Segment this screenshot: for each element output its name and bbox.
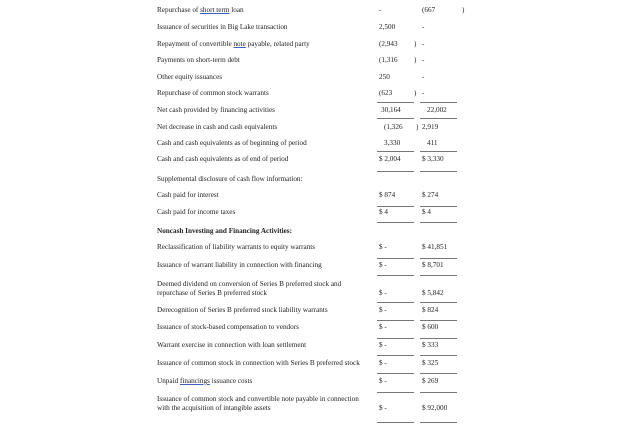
paren: ) <box>416 123 419 131</box>
value-col2: $ 92,000 <box>422 404 448 412</box>
value-col1: - <box>379 6 382 14</box>
table-row <box>157 89 477 101</box>
value-col1: (1,316 <box>379 56 398 64</box>
row-label: Issuance of warrant liability in connection with financing <box>157 261 322 269</box>
rule <box>377 338 414 339</box>
table-row <box>157 227 477 239</box>
table-row <box>157 123 477 135</box>
row-label: Cash paid for income taxes <box>157 208 236 216</box>
spellcheck-link[interactable]: note <box>233 40 246 48</box>
rule <box>377 258 414 259</box>
rule <box>377 392 414 393</box>
row-label: Repayment of convertible note payable, related party <box>157 40 310 48</box>
section-heading: Noncash Investing and Financing Activities: <box>157 227 292 235</box>
value-col1: 30,164 <box>381 106 401 114</box>
value-col2: $ 4 <box>422 208 431 216</box>
table-row <box>157 395 477 415</box>
row-label: Derecognition of Series B preferred stock liability warrants <box>157 306 328 314</box>
spellcheck-link[interactable]: financings <box>179 377 210 385</box>
table-row <box>157 23 477 35</box>
value-col2: $ 8,701 <box>422 261 444 269</box>
rule <box>420 355 457 356</box>
value-col1: (2,943 <box>379 40 398 48</box>
value-col1: $ - <box>379 359 387 367</box>
paren: ) <box>414 89 417 97</box>
table-row <box>157 306 477 318</box>
rule <box>420 258 457 259</box>
rule <box>420 222 457 223</box>
table-row <box>157 40 477 52</box>
value-col2: $ 600 <box>422 323 439 331</box>
row-label: Issuance of common stock and convertible note payable in connection <box>157 395 359 403</box>
rule <box>377 151 414 152</box>
table-row <box>157 175 477 187</box>
rule <box>420 118 457 119</box>
row-label: Repurchase of short term loan <box>157 6 244 14</box>
rule <box>377 373 414 374</box>
row-label: Cash paid for interest <box>157 191 219 199</box>
value-col1: 3,330 <box>384 139 401 147</box>
spellcheck-link[interactable]: short term <box>200 6 230 14</box>
section-label: Supplemental disclosure of cash flow information: <box>157 175 303 183</box>
paren: ) <box>462 6 465 14</box>
rule <box>420 302 457 303</box>
value-col2: $ 5,842 <box>422 289 444 297</box>
rule <box>420 422 457 423</box>
row-label: Payments on short-term debt <box>157 56 240 64</box>
value-col1: 2,500 <box>379 23 396 31</box>
value-col1: $ 874 <box>379 191 396 199</box>
value-col2: - <box>422 89 425 97</box>
row-label: Issuance of stock-based compensation to vendors <box>157 323 299 331</box>
value-col2: $ 274 <box>422 191 439 199</box>
rule <box>377 118 414 119</box>
table-row <box>157 377 477 389</box>
rule <box>420 151 457 152</box>
row-label: Cash and cash equivalents as of beginning of period <box>157 139 307 147</box>
rule <box>377 275 414 276</box>
row-label: Other equity issuances <box>157 73 223 81</box>
value-col2: $ 824 <box>422 306 439 314</box>
rule <box>420 206 457 207</box>
value-col2: $ 325 <box>422 359 439 367</box>
value-col1: (1,326 <box>384 123 403 131</box>
rule <box>420 171 457 172</box>
value-col2: - <box>422 23 425 31</box>
value-col2: 2,919 <box>422 123 439 131</box>
rule <box>420 275 457 276</box>
table-row <box>157 155 477 167</box>
rule <box>377 102 414 103</box>
table-row <box>157 208 477 220</box>
row-label: Net decrease in cash and cash equivalents <box>157 123 278 131</box>
value-col1: $ - <box>379 377 387 385</box>
table-row <box>157 243 477 255</box>
value-col1: $ - <box>379 323 387 331</box>
value-col1: $ - <box>379 261 387 269</box>
value-col1: $ 2,004 <box>379 155 401 163</box>
rule <box>420 320 457 321</box>
table-row <box>157 139 477 151</box>
value-col2: - <box>422 73 425 81</box>
row-label-line2: with the acquisition of intangible assets <box>157 404 271 412</box>
table-row <box>157 56 477 68</box>
row-label: Deemed dividend on conversion of Series B preferred stock and <box>157 280 342 288</box>
rule <box>377 302 414 303</box>
value-col2: $ 3,330 <box>422 155 444 163</box>
row-label: Reclassification of liability warrants to equity warrants <box>157 243 316 251</box>
table-row <box>157 106 477 118</box>
row-label: Issuance of securities in Big Lake transaction <box>157 23 288 31</box>
value-col2: $ 269 <box>422 377 439 385</box>
value-col2: 22,002 <box>427 106 447 114</box>
row-label: Cash and cash equivalents as of end of period <box>157 155 289 163</box>
row-label: Issuance of common stock in connection with Series B preferred stock <box>157 359 360 367</box>
rule <box>377 222 414 223</box>
rule <box>377 320 414 321</box>
value-col1: $ 4 <box>379 208 388 216</box>
rule <box>420 102 457 103</box>
row-label: Net cash provided by financing activities <box>157 106 275 114</box>
row-label-line2: repurchase of Series B preferred stock <box>157 289 267 297</box>
rule <box>420 338 457 339</box>
rule <box>377 355 414 356</box>
paren: ) <box>414 40 417 48</box>
table-row <box>157 323 477 335</box>
table-row <box>157 341 477 353</box>
row-label: Warrant exercise in connection with loan settlement <box>157 341 307 349</box>
table-row <box>157 73 477 85</box>
value-col1: (623 <box>379 89 393 97</box>
rule <box>420 373 457 374</box>
value-col2: (667 <box>422 6 436 14</box>
value-col2: - <box>422 56 425 64</box>
value-col2: $ 41,851 <box>422 243 448 251</box>
rule <box>377 422 414 423</box>
table-row <box>157 280 477 300</box>
paren: ) <box>414 56 417 64</box>
value-col2: $ 333 <box>422 341 439 349</box>
row-label: Unpaid financings issuance costs <box>157 377 253 385</box>
rule <box>377 171 414 172</box>
value-col2: - <box>422 40 425 48</box>
value-col2: 411 <box>427 139 438 147</box>
value-col1: $ - <box>379 306 387 314</box>
rule <box>377 206 414 207</box>
value-col1: $ - <box>379 341 387 349</box>
value-col1: $ - <box>379 404 387 412</box>
value-col1: 250 <box>379 73 390 81</box>
table-row <box>157 191 477 203</box>
value-col1: $ - <box>379 243 387 251</box>
row-label: Repurchase of common stock warrants <box>157 89 269 97</box>
rule <box>420 392 457 393</box>
table-row <box>157 359 477 371</box>
value-col1: $ - <box>379 289 387 297</box>
table-row <box>157 6 477 18</box>
table-row <box>157 261 477 273</box>
